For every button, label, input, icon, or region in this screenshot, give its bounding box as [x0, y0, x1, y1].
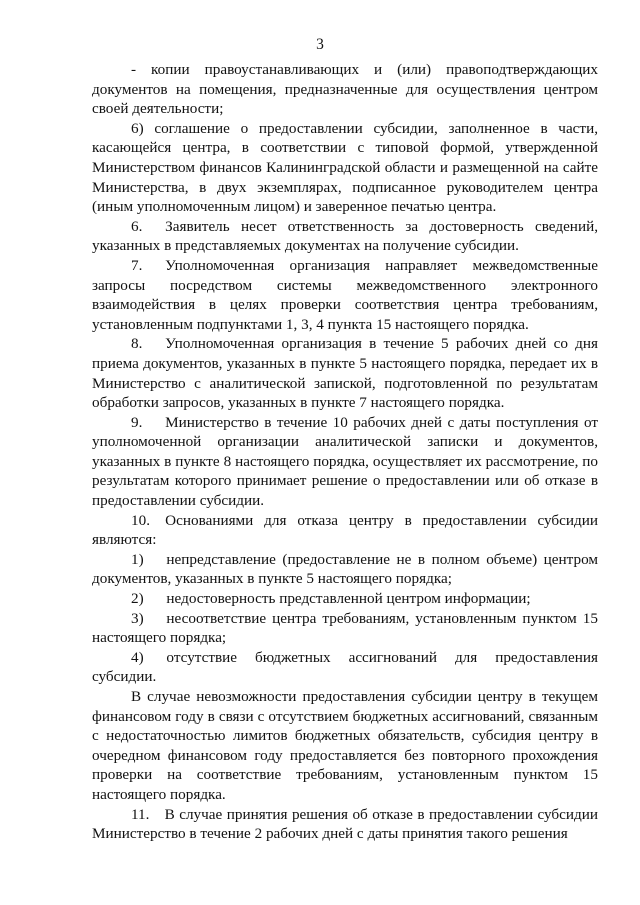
paragraph-subsidy-agreement: 6) соглашение о предоставлении субсидии, заполненное в части, касающейся центра, в соответствии с типовой формой, утвержденной Министерством финансов Калининградской области и размещенной на сайте Министерства, в двух экземплярах, подписанное руководителем центра (иным уполномоченным лицом) и заверенное печатью центра.	[92, 119, 598, 216]
paragraph-6-responsibility: 6. Заявитель несет ответственность за достоверность сведений, указанных в представляемых документах на получение субсидии.	[92, 217, 598, 255]
list-item-1: 1) непредставление (предоставление не в полном объеме) центром документов, указанных в пункте 5 настоящего порядка;	[92, 550, 598, 588]
paragraph-7-interagency-requests: 7. Уполномоченная организация направляет межведомственные запросы посредством системы межведомственного электронного взаимодействия в целях проверки соответствия центра требованиям, установленным подпунктами 1, 3, 4 пункта 15 настоящего порядка.	[92, 256, 598, 333]
paragraph-9-ministry-review: 9. Министерство в течение 10 рабочих дней с даты поступления от уполномоченной организации аналитической записки и документов, указанных в пункте 8 настоящего порядка, осуществляет их рассмотрение, по результатам которого принимает решение о предоставлении или об отказе в предоставлении субсидии.	[92, 413, 598, 510]
paragraph-property-documents: - копии правоустанавливающих и (или) правоподтверждающих документов на помещения, предназначенные для осуществления центром своей деятельности;	[92, 61, 598, 118]
list-item-4: 4) отсутствие бюджетных ассигнований для предоставления субсидии.	[92, 648, 598, 686]
list-item-2: 2) недостоверность представленной центром информации;	[131, 590, 531, 608]
page-number: 3	[316, 36, 324, 53]
paragraph-8-document-transfer: 8. Уполномоченная организация в течение 5 рабочих дней со дня приема документов, указанных в пункте 5 настоящего порядка, передает их в Министерство с аналитической запиской, подготовленной по результатам обработки запросов, указанных в пункте 7 настоящего порядка.	[92, 335, 598, 412]
document-body	[92, 60, 598, 844]
paragraph-budget-shortage: В случае невозможности предоставления субсидии центру в текущем финансовом году в связи с отсутствием бюджетных ассигнований, связанным с недостаточностью лимитов бюджетных обязательств, субсидия центру в очередном финансовом году предоставляется без повторного прохождения проверки на соответствие требованиям, установленным пунктом 15 настоящего порядка.	[92, 688, 598, 803]
paragraph-10-refusal-grounds: 10. Основаниями для отказа центру в предоставлении субсидии являются:	[92, 511, 598, 549]
paragraph-11-refusal-decision: 11. В случае принятия решения об отказе в предоставлении субсидии Министерство в течение 2 рабочих дней с даты принятия такого решения	[92, 805, 598, 843]
list-item-3: 3) несоответствие центра требованиям, установленным пунктом 15 настоящего порядка;	[92, 609, 598, 647]
